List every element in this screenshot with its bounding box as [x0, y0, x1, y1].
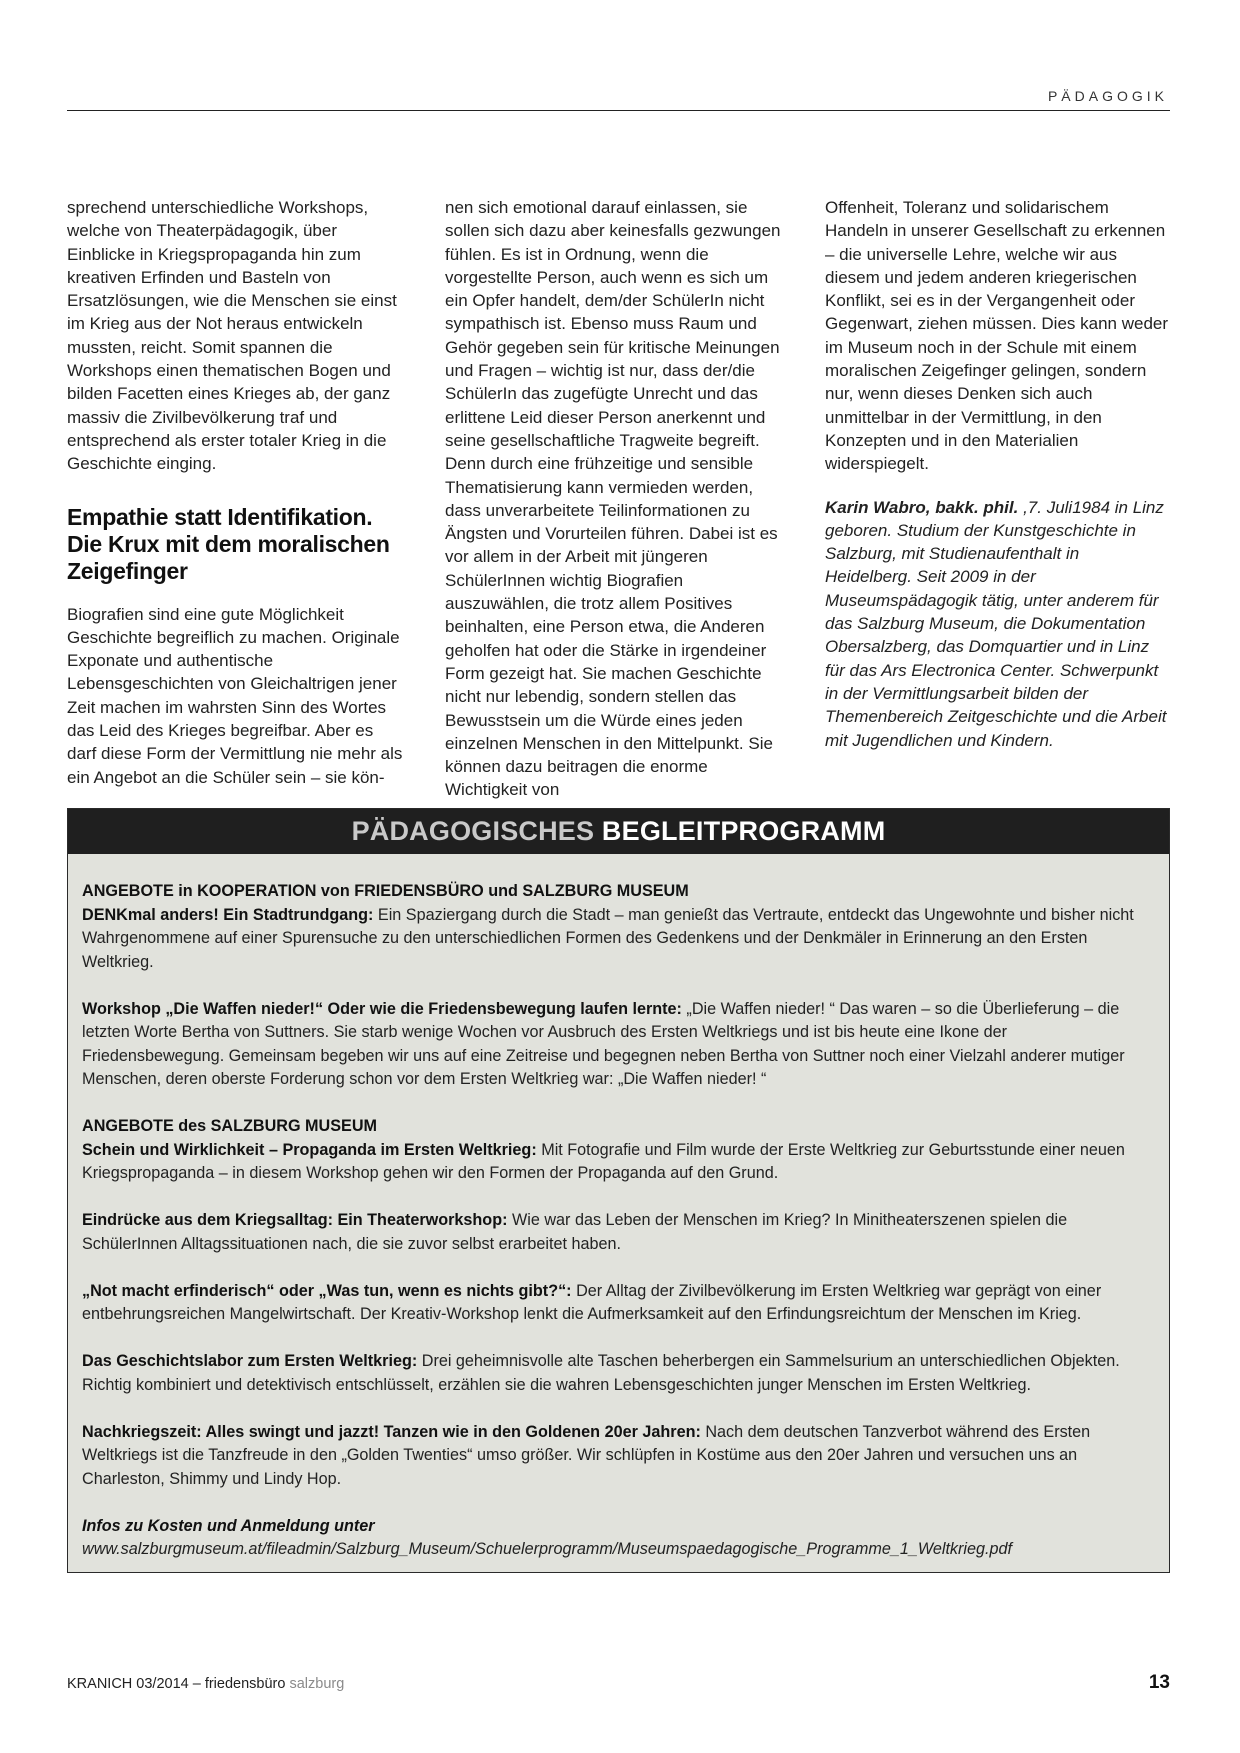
info-line — [82, 1515, 1153, 1562]
item-title: DENKmal anders! Ein Stadtrundgang: — [82, 905, 374, 924]
program-box — [67, 808, 1170, 1573]
item-text: Wie war das Leben der Menschen im Krieg? In Minitheaterszenen spielen die SchülerInnen Alltagssituationen nach, die sie zuvor selbst erarbeitet haben. — [82, 1211, 1068, 1253]
item-title: Eindrücke aus dem Kriegsalltag: Ein Theaterworkshop: — [82, 1211, 508, 1229]
program-section-2 — [82, 1115, 1153, 1186]
page-number: 13 — [1148, 1672, 1170, 1693]
item-text: Mit Fotografie und Film wurde der Erste Weltkrieg zur Geburtsstunde einer neuen Kriegspropaganda – in diesem Workshop gehen wir den Formen der Propaganda auf den Grund. — [82, 1140, 1125, 1182]
paragraph: Biografien sind eine gute Möglichkeit Geschichte begreiflich zu machen. Originale Exponate und authentische Lebensgeschichten von Gleichaltrigen jener Zeit machen im wahrsten Sinn des Wortes das Leid des Krieges begreifbar. Aber es darf diese Form der Vermittlung nie mehr als ein Angebot an die Schüler sein – sie kön- — [67, 604, 403, 787]
paragraph: nen sich emotional darauf einlassen, sie sollen sich dazu aber keinesfalls gezwungen fühlen. Es ist in Ordnung, wenn die vorgestellte Person, auch wenn es sich um ein Opfer handelt, dem/der SchülerIn nicht sympathisch ist. Ebenso muss Raum und Gehör gegeben sein für kritische Meinungen und Fragen – wichtig ist nur, dass der/die SchülerIn das zugefügte Unrecht und das erlittene Leid dieser Person anerkennt und seine gesellschaftliche Tragweite begreift. Denn durch eine frühzeitige und sensible Thematisierung kann vermieden werden, dass unverarbeitete Teilinformationen zu Ängsten und Vorurteilen führen. Dabei ist es vor allem in der Arbeit mit jüngeren SchülerInnen wichtig Biografien auszuwählen, die trotz allem Positives beinhalten, eine Person etwa, die Anderen geholfen hat oder die Stärke in irgendeiner Form gezeigt hat. Sie machen Geschichte nicht nur lebendig, sondern stellen das Bewusstsein um die Würde eines jeden einzelnen Menschen in den Mittelpunkt. Sie können dazu beitragen die enorme Wichtigkeit von — [445, 198, 781, 800]
program-box-body — [68, 854, 1169, 1562]
paragraph: sprechend unterschiedliche Workshops, welche von Theaterpädagogik, über Einblicke in Kriegspropaganda hin zum kreativen Erfinden und Basteln von Ersatzlösungen, wie die Menschen sie einst im Krieg aus der Not heraus entwickeln mussten, reicht. Somit spannen die Workshops einen thematischen Bogen und bilden Facetten eines Krieges ab, der ganz massiv die Zivilbevölkerung traf und entsprechend als erster totaler Krieg in die Geschichte einging. — [67, 198, 397, 474]
program-item — [82, 998, 1153, 1092]
item-text: Nach dem deutschen Tanzverbot während des Ersten Weltkriegs ist die Tanzfreude in den „Golden Twenties“ umso größer. Wir schlüpfen in Kostüme aus den 20er Jahren und versuchen uns an Charleston, Shimmy und Lindy Hop. — [82, 1422, 1091, 1488]
footer — [67, 1676, 344, 1692]
item-title: Nachkriegszeit: Alles swingt und jazzt! Tanzen wie in den Goldenen 20er Jahren: — [82, 1422, 701, 1441]
column-1 — [67, 196, 407, 789]
program-item — [82, 1350, 1153, 1397]
item-text: „Die Waffen nieder! “ Das waren – so die Überlieferung – die letzten Worte Bertha von Suttners. Sie starb wenige Wochen vor Ausbruch des Ersten Weltkriegs und ist bis heute eine Ikone der Friedensbewegung. Gemeinsam begeben wir uns auf eine Zeitreise und begegnen neben Bertha von Suttner noch einer Vielzahl anderer mutiger Menschen, deren oberste Forderung schon vor dem Ersten Weltkrieg war: „Die Waffen nieder! “ — [82, 999, 1125, 1088]
item-title: Schein und Wirklichkeit – Propaganda im Ersten Weltkrieg: — [82, 1140, 537, 1159]
program-section-1 — [82, 880, 1153, 974]
author-bio-text: ,7. Juli1984 in Linz geboren. Studium der Kunstgeschichte in Salzburg, mit Studienaufenthalt in Heidelberg. Seit 2009 in der Museumspädagogik tätig, unter anderem für das Salzburg Museum, die Dokumentation Obersalzberg, das Domquartier und in Linz für das Ars Electronica Center. Schwerpunkt in der Vermittlungsarbeit bilden der Themenbereich Zeitgeschichte und die Arbeit mit Jugendlichen und Kindern. — [825, 497, 1167, 750]
footer-publication: KRANICH 03/2014 – friedensbüro — [67, 1676, 286, 1692]
section-label: PÄDAGOGIK — [1047, 88, 1168, 104]
title-light: PÄDAGOGISCHES — [351, 816, 595, 846]
program-item — [82, 1209, 1153, 1256]
column-2 — [445, 196, 790, 802]
paragraph: Offenheit, Toleranz und solidarischem Handeln in unserer Gesellschaft zu erkennen – die universelle Lehre, welche wir aus diesem und jedem anderen kriegerischen Konflikt, sei es in der Vergangenheit oder Gegenwart, ziehen müssen. Dies kann weder im Museum noch in der Schule mit einem moralischen Zeigefinger gelingen, sondern nur, wenn dieses Denken sich auch unmittelbar in der Vermittlung, in den Konzepten und in den Materialien widerspiegelt. — [825, 198, 1169, 474]
author-name: Karin Wabro, bakk. phil. — [825, 497, 1019, 517]
section-heading: Empathie statt Identifikation. Die Krux mit dem moralischen Zeigefinger — [67, 503, 390, 584]
info-url[interactable]: www.salzburgmuseum.at/fileadmin/Salzburg_Museum/Schuelerprogramm/Museumspaedagogische_Programme_1_Weltkrieg.pdf — [82, 1540, 1013, 1558]
section-title: ANGEBOTE des SALZBURG MUSEUM — [82, 1117, 377, 1135]
author-bio — [825, 496, 1170, 752]
program-item — [82, 1421, 1153, 1492]
item-title: Workshop „Die Waffen nieder!“ Oder wie die Friedensbewegung laufen lernte: — [82, 999, 682, 1018]
item-text: Der Alltag der Zivilbevölkerung im Ersten Weltkrieg war geprägt von einer entbehrungsreichen Mangelwirtschaft. Der Kreativ-Workshop lenkt die Aufmerksamkeit auf den Erfindungsreichtum der Menschen im Krieg. — [82, 1281, 1102, 1323]
title-dark: BEGLEITPROGRAMM — [601, 816, 886, 846]
item-title: Das Geschichtslabor zum Ersten Weltkrieg: — [82, 1352, 418, 1370]
top-rule — [67, 110, 1170, 111]
footer-city: salzburg — [285, 1676, 345, 1692]
item-text: Ein Spaziergang durch die Stadt – man genießt das Vertraute, entdeckt das Ungewohnte und bisher nicht Wahrgenommene auf einer Spurensuche zu den unterschiedlichen Formen des Gedenkens und der Denkmäler in Erinnerung an den Ersten Weltkrieg. — [82, 905, 1134, 971]
column-3 — [825, 196, 1170, 752]
program-box-title — [68, 809, 1169, 854]
item-title: „Not macht erfinderisch“ oder „Was tun, wenn es nichts gibt?“: — [82, 1281, 572, 1300]
program-item — [82, 1280, 1153, 1327]
info-label: Infos zu Kosten und Anmeldung unter — [82, 1516, 375, 1535]
item-text: Drei geheimnisvolle alte Taschen beherbergen ein Sammelsurium an unterschiedlichen Objekten. Richtig kombiniert und detektivisch entschlüsselt, erzählen sie die wahren Lebensgeschichten junger Menschen im Ersten Weltkrieg. — [82, 1352, 1120, 1394]
section-title: ANGEBOTE in KOOPERATION von FRIEDENSBÜRO und SALZBURG MUSEUM — [82, 882, 689, 900]
